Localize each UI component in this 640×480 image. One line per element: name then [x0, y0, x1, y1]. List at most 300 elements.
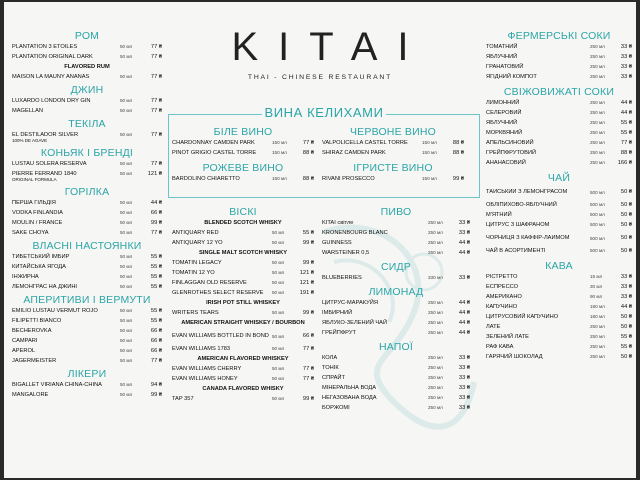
item-price: 88 ₴: [452, 140, 464, 146]
item-volume: 90 мл: [590, 294, 603, 299]
item-name: М'ЯТНИЙ: [486, 212, 512, 218]
menu-item: [322, 383, 470, 393]
menu-item: [322, 248, 470, 258]
menu-item: [172, 174, 314, 184]
item-volume: 250 мл: [428, 300, 443, 305]
menu-section: [486, 260, 632, 362]
item-price: 55 ₴: [150, 284, 162, 290]
menu-section: [172, 126, 314, 158]
menu-item: [322, 373, 470, 383]
item-volume: 50 мл: [120, 230, 133, 235]
item-price: 121 ₴: [299, 280, 314, 286]
menu-section: [12, 147, 162, 184]
item-volume: 50 мл: [120, 108, 133, 113]
menu-item: [172, 364, 314, 374]
menu-section: [12, 294, 162, 366]
item-name: ЯБЛУЧНИЙ: [486, 54, 518, 60]
item-volume: 50 мл: [272, 290, 285, 295]
section-title: ВІСКІ: [229, 206, 257, 218]
item-name: BECHEROVKA: [12, 328, 52, 334]
item-price: 33 ₴: [620, 64, 632, 70]
menu-item: [486, 98, 632, 108]
item-volume: 50 мл: [120, 200, 133, 205]
item-name: ЛАТЕ: [486, 324, 501, 330]
menu-item: [322, 218, 470, 228]
item-volume: 250 мл: [428, 355, 443, 360]
item-price: 99 ₴: [302, 240, 314, 246]
item-volume: 250 мл: [590, 160, 605, 165]
item-price: 44 ₴: [458, 320, 470, 326]
item-price: 77 ₴: [302, 376, 314, 382]
item-note: 100% DE AGAVE: [12, 138, 48, 143]
column-spirits: [12, 30, 162, 400]
item-price: 44 ₴: [620, 100, 632, 106]
section-title: ВЛАСНІ НАСТОЯНКИ: [32, 240, 142, 252]
item-price: 44 ₴: [458, 240, 470, 246]
menu-item: [12, 262, 162, 272]
item-price: 77 ₴: [302, 366, 314, 372]
menu-item: [322, 228, 470, 238]
menu-item: [12, 252, 162, 262]
item-price: 50 ₴: [620, 234, 632, 241]
item-price: 55 ₴: [150, 274, 162, 280]
menu-item: [172, 258, 314, 268]
item-volume: 500 мл: [590, 212, 605, 217]
section-title: БІЛЕ ВИНО: [213, 126, 273, 138]
item-price: 121 ₴: [299, 270, 314, 276]
item-price: 99 ₴: [150, 392, 162, 398]
item-price: 33 ₴: [620, 54, 632, 60]
item-volume: 50 мл: [120, 328, 133, 333]
item-name: ГРАНАТОВИЙ: [486, 64, 524, 70]
item-volume: 50 мл: [272, 396, 285, 401]
item-price: 33 ₴: [620, 284, 632, 290]
subcategory-label: IRISH POT STILL WHISKEY: [206, 300, 280, 306]
subcategory-label: AMERICAN FLAVORED WHISKEY: [197, 356, 289, 362]
item-name: TAP 357: [172, 396, 194, 402]
item-price: 50 ₴: [620, 314, 632, 320]
item-price: 77 ₴: [150, 44, 162, 50]
menu-item: [486, 184, 632, 200]
item-name: PLANTATION ORIGINAL DARK: [12, 54, 93, 60]
item-price: 99 ₴: [302, 260, 314, 266]
item-volume: 250 мл: [590, 44, 605, 49]
menu-item: [12, 96, 162, 106]
item-name: ЦИТРУС-МАРАКУЙЯ: [322, 300, 378, 306]
item-name: ГРЕЙПФРУТ: [322, 330, 356, 336]
menu-section: [12, 118, 162, 145]
menu-section: [12, 30, 162, 82]
item-price: 55 ₴: [150, 308, 162, 314]
item-name: СЕЛЕРОВИЙ: [486, 110, 522, 116]
item-volume: 500 мл: [590, 235, 605, 241]
item-price: 44 ₴: [458, 310, 470, 316]
menu-item: [12, 346, 162, 356]
item-volume: 50 мл: [272, 260, 285, 265]
menu-item: [12, 306, 162, 316]
menu-section: [322, 286, 470, 338]
item-name: KITAI світле: [322, 220, 354, 226]
item-volume: 50 мл: [120, 338, 133, 343]
menu-item: [486, 230, 632, 246]
item-name: КАПУЧИНО: [486, 304, 518, 310]
item-price: 77 ₴: [150, 74, 162, 80]
menu-item: [486, 272, 632, 282]
item-name: WRITERS TEARS: [172, 310, 219, 316]
menu-section: [322, 261, 470, 283]
item-name: ПЕРША ГІЛЬДІЯ: [12, 200, 56, 206]
menu-item: [486, 322, 632, 332]
item-price: 55 ₴: [620, 120, 632, 126]
item-price: 55 ₴: [302, 230, 314, 236]
menu-item: [322, 298, 470, 308]
brand-tagline: THAI - CHINESE RESTAURANT: [247, 74, 393, 81]
item-volume: 50 мл: [120, 98, 133, 103]
item-price: 50 ₴: [620, 188, 632, 195]
section-title: СВІЖОВИЖАТІ СОКИ: [503, 86, 615, 98]
menu-item: [322, 363, 470, 373]
item-volume: 250 мл: [590, 354, 605, 359]
menu-section: [486, 30, 632, 82]
item-volume: 250 мл: [428, 310, 443, 315]
item-volume: 150 мл: [272, 176, 287, 181]
item-name: ТОМАТНИЙ: [486, 44, 518, 50]
item-name: FILIPETTI BIANCO: [12, 318, 62, 324]
item-volume: 250 мл: [590, 334, 605, 339]
item-name: SAKE CHOYA: [12, 230, 49, 236]
menu-section: [12, 368, 162, 400]
item-price: 99 ₴: [452, 176, 464, 182]
item-name: КИТАЙСЬКА ЯГОДА: [12, 264, 66, 270]
item-price: 50 ₴: [620, 202, 632, 208]
item-volume: 150 мл: [272, 140, 287, 145]
item-volume: 250 мл: [428, 230, 443, 235]
item-volume: 50 мл: [120, 308, 133, 313]
item-volume: 250 мл: [428, 220, 443, 225]
item-name: FINLAGGAN OLD RESERVE: [172, 280, 247, 286]
menu-item: [486, 128, 632, 138]
item-name: АНАНАСОВИЙ: [486, 160, 526, 166]
item-price: 44 ₴: [620, 304, 632, 310]
menu-item: [12, 272, 162, 282]
item-name: ЦИТРУСОВИЙ КАПУЧИНО: [486, 314, 559, 320]
item-volume: 150 мл: [422, 140, 437, 145]
item-name: EL DESTILADOR SILVER: [12, 132, 79, 138]
item-name: MAISON LA MAUNY ANANAS: [12, 74, 90, 80]
item-price: 33 ₴: [620, 74, 632, 80]
item-volume: 250 мл: [428, 375, 443, 380]
item-name: MOULIN / FRANCE: [12, 220, 63, 226]
item-volume: 50 мл: [120, 358, 133, 363]
menu-item: [12, 208, 162, 218]
menu-section: [12, 84, 162, 116]
menu-item: [486, 158, 632, 168]
item-volume: 250 мл: [590, 120, 605, 125]
item-name: RIVANI PROSECCO: [322, 176, 375, 182]
item-name: LUXARDO LONDON DRY GIN: [12, 98, 91, 104]
menu-item: [12, 52, 162, 62]
item-volume: 50 мл: [120, 171, 133, 176]
menu-item: [322, 174, 464, 184]
item-volume: 50 мл: [272, 240, 285, 245]
item-name: ЛЕМОНГРАС НА ДЖИНІ: [12, 284, 78, 290]
item-volume: 50 мл: [272, 376, 285, 381]
item-price: 33 ₴: [620, 274, 632, 280]
menu-item: [486, 292, 632, 302]
menu-item: [486, 72, 632, 82]
menu-item: [172, 238, 314, 248]
item-volume: 50 мл: [120, 74, 133, 79]
item-name: ГАРЯЧИЙ ШОКОЛАД: [486, 354, 543, 360]
menu-section: [486, 172, 632, 256]
item-name: BARDOLINO CHIARETTO: [172, 176, 240, 182]
item-volume: 250 мл: [590, 150, 605, 155]
item-price: 33 ₴: [458, 230, 470, 236]
item-price: 77 ₴: [620, 140, 632, 146]
menu-item: [486, 302, 632, 312]
item-name: ТАЙСЬКИЙ З ЛЕМОНГРАСОМ: [486, 188, 568, 195]
section-title: ЧАЙ: [547, 172, 571, 184]
section-title: ГОРІЛКА: [64, 186, 110, 198]
item-volume: 50 мл: [272, 270, 285, 275]
menu-item: [172, 138, 314, 148]
item-volume: 250 мл: [590, 100, 605, 105]
menu-item: [322, 138, 464, 148]
menu-item: [486, 210, 632, 220]
section-title: ЛІКЕРИ: [67, 368, 107, 380]
menu-item: [486, 62, 632, 72]
column-beer-lemonade: [322, 206, 470, 413]
item-price: 50 ₴: [620, 212, 632, 218]
menu-item: [486, 282, 632, 292]
item-name: ОБЛІПИХОВО-ЯБЛУЧНИЙ: [486, 202, 557, 208]
item-price: 94 ₴: [150, 382, 162, 388]
item-price: 191 ₴: [299, 290, 314, 296]
section-title: АПЕРИТИВИ І ВЕРМУТИ: [23, 294, 151, 306]
item-name: ГРЕЙПФРУТОВИЙ: [486, 150, 537, 156]
item-name: EVAN WILLIAMS HONEY: [172, 376, 238, 382]
item-price: 55 ₴: [620, 130, 632, 136]
section-title: КАВА: [545, 260, 573, 272]
item-volume: 250 мл: [428, 405, 443, 410]
menu-item: [486, 312, 632, 322]
menu-section: [322, 341, 470, 413]
item-note: ORIGINAL FORMULA: [12, 177, 57, 182]
item-name: ЯГІДНИЙ КОМПОТ: [486, 74, 537, 80]
item-name: APEROL: [12, 348, 36, 354]
item-price: 66 ₴: [150, 210, 162, 216]
menu-item: [12, 218, 162, 228]
section-title: ДЖИН: [70, 84, 104, 96]
menu-item: [486, 108, 632, 118]
item-price: 33 ₴: [458, 365, 470, 371]
item-volume: 150 мл: [272, 150, 287, 155]
item-price: 77 ₴: [150, 98, 162, 104]
item-volume: 50 мл: [272, 366, 285, 371]
section-title: НАПОЇ: [378, 341, 414, 353]
item-volume: 180 мл: [590, 304, 605, 309]
item-name: EVAN WILLIAMS CHERRY: [172, 366, 242, 372]
section-title: ЛИМОНАД: [368, 286, 424, 298]
item-name: ЯБЛУЧНИЙ: [486, 120, 518, 126]
item-price: 55 ₴: [150, 318, 162, 324]
menu-item: [322, 308, 470, 318]
menu-item: [322, 328, 470, 338]
item-name: БОРЖОМІ: [322, 405, 350, 411]
menu-item: [12, 106, 162, 116]
item-name: ІНЖИРНА: [12, 274, 39, 280]
item-name: РАФ КАВА: [486, 344, 514, 350]
item-name: MAGELLAN: [12, 108, 43, 114]
item-volume: 50 мл: [120, 392, 133, 397]
item-volume: 250 мл: [428, 395, 443, 400]
menu-item: [486, 220, 632, 230]
item-price: 88 ₴: [452, 150, 464, 156]
menu-item: [172, 278, 314, 288]
item-volume: 500 мл: [590, 202, 605, 207]
item-volume: 180 мл: [590, 314, 605, 319]
item-volume: 250 мл: [428, 240, 443, 245]
item-volume: 30 мл: [590, 284, 603, 289]
item-volume: 250 мл: [428, 385, 443, 390]
column-whisky: [172, 206, 314, 404]
section-title: ТЕКІЛА: [68, 118, 106, 130]
item-price: 50 ₴: [620, 222, 632, 228]
item-price: 77 ₴: [150, 230, 162, 236]
menu-item: [486, 200, 632, 210]
menu-item: [12, 326, 162, 336]
item-price: 66 ₴: [150, 338, 162, 344]
item-volume: 250 мл: [428, 250, 443, 255]
menu-item: [322, 273, 470, 283]
item-name: GUINNESS: [322, 240, 352, 246]
menu-item: [12, 390, 162, 400]
item-price: 44 ₴: [620, 110, 632, 116]
item-name: PLANTATION 3 ETOILES: [12, 44, 78, 50]
section-title: КОНЬЯК І БРЕНДІ: [40, 147, 134, 159]
item-name: WARSTEINER 0,5: [322, 250, 370, 256]
item-name: ANTIQUARY 12 YO: [172, 240, 223, 246]
item-volume: 50 мл: [120, 254, 133, 259]
item-name: TOMATIN 12 YO: [172, 270, 215, 276]
column-juice-tea-coffee: [486, 30, 632, 362]
item-price: 77 ₴: [302, 140, 314, 146]
menu-item: [322, 403, 470, 413]
item-volume: 50 мл: [272, 333, 285, 339]
item-price: 33 ₴: [458, 405, 470, 411]
item-volume: 50 мл: [272, 280, 285, 285]
item-volume: 250 мл: [590, 64, 605, 69]
item-name: АМЕРИКАНО: [486, 294, 522, 300]
item-name: ІМБИРНИЙ: [322, 310, 353, 316]
subcategory-label: SINGLE MALT SCOTCH WHISKY: [198, 250, 288, 256]
item-price: 33 ₴: [458, 220, 470, 226]
item-price: 55 ₴: [150, 264, 162, 270]
menu-item: [172, 328, 314, 344]
item-volume: 50 мл: [120, 54, 133, 59]
item-price: 99 ₴: [302, 310, 314, 316]
menu-item: [12, 198, 162, 208]
item-volume: 250 мл: [590, 140, 605, 145]
item-price: 33 ₴: [620, 294, 632, 300]
item-name: KRONENBOURG BLANC: [322, 230, 388, 236]
item-price: 77 ₴: [150, 358, 162, 364]
item-price: 33 ₴: [458, 375, 470, 381]
item-name: ЧОРНИЦЯ З КАФФІР-ЛАЙМОМ: [486, 234, 570, 241]
item-price: 66 ₴: [150, 328, 162, 334]
item-price: 50 ₴: [620, 324, 632, 330]
menu-item: [486, 332, 632, 342]
menu-section: [12, 186, 162, 238]
subcategory-label: AMERICAN STRAIGHT WHISKEY / BOURBON: [181, 320, 305, 326]
menu-section: [322, 206, 470, 258]
item-price: 88 ₴: [620, 150, 632, 156]
item-name: КОЛА: [322, 355, 338, 361]
item-volume: 250 мл: [590, 130, 605, 135]
item-price: 55 ₴: [620, 334, 632, 340]
subcategory-label: CANADA FLAVORED WHISKY: [202, 386, 284, 392]
menu-item: [12, 42, 162, 52]
menu-page: [4, 2, 636, 478]
menu-section: [172, 206, 314, 404]
menu-section: [12, 240, 162, 292]
menu-item: [486, 342, 632, 352]
item-name: MANGALORE: [12, 392, 49, 398]
item-volume: 250 мл: [590, 74, 605, 79]
item-name: ANTIQUARY RED: [172, 230, 219, 236]
item-volume: 50 мл: [272, 346, 285, 351]
menu-item: [172, 288, 314, 298]
item-name: BLUEBERRIES: [322, 275, 362, 281]
item-name: VODKA FINLANDIA: [12, 210, 63, 216]
menu-item: [172, 148, 314, 158]
section-title: ЧЕРВОНЕ ВИНО: [349, 126, 437, 138]
item-name: МОРКВЯНИЙ: [486, 130, 523, 136]
item-price: 121 ₴: [147, 171, 162, 177]
brand-logo: KITAI: [231, 25, 429, 69]
item-name: EMILIO LUSTAU VERMUT ROJO: [12, 308, 98, 314]
item-volume: 50 мл: [272, 230, 285, 235]
menu-item: [322, 393, 470, 403]
item-name: ЕСПРЕССО: [486, 284, 519, 290]
menu-item: [322, 238, 470, 248]
item-name: СПРАЙТ: [322, 375, 345, 381]
menu-item: [12, 336, 162, 346]
item-name: АПЕЛЬСИНОВИЙ: [486, 140, 534, 146]
menu-item: [486, 52, 632, 62]
item-volume: 50 мл: [120, 44, 133, 49]
item-volume: 50 мл: [120, 318, 133, 323]
item-name: ЧАЙ В АСОРТИМЕНТІ: [486, 248, 546, 254]
item-name: BIGALLET VIRIANA CHINA-CHINA: [12, 382, 102, 388]
item-name: ТИБЕТСЬКИЙ ІМБИР: [12, 254, 70, 260]
item-name: ЗЕЛЕНИЙ ЛАТЕ: [486, 334, 529, 340]
item-volume: 50 мл: [120, 274, 133, 279]
item-price: 166 ₴: [617, 160, 632, 166]
item-price: 44 ₴: [458, 330, 470, 336]
menu-item: [172, 374, 314, 384]
item-volume: 50 мл: [120, 264, 133, 269]
menu-item: [12, 282, 162, 292]
menu-item: [172, 394, 314, 404]
item-price: 33 ₴: [458, 275, 470, 281]
item-volume: 250 мл: [590, 110, 605, 115]
item-name: ЯБЛУКО-ЗЕЛЕНИЙ ЧАЙ: [322, 320, 388, 326]
item-name: CHARDONNAY CAMDEN PARK: [172, 140, 255, 146]
item-price: 50 ₴: [620, 354, 632, 360]
subcategory-label: BLENDED SCOTCH WHISKY: [204, 220, 282, 226]
menu-item: [322, 148, 464, 158]
